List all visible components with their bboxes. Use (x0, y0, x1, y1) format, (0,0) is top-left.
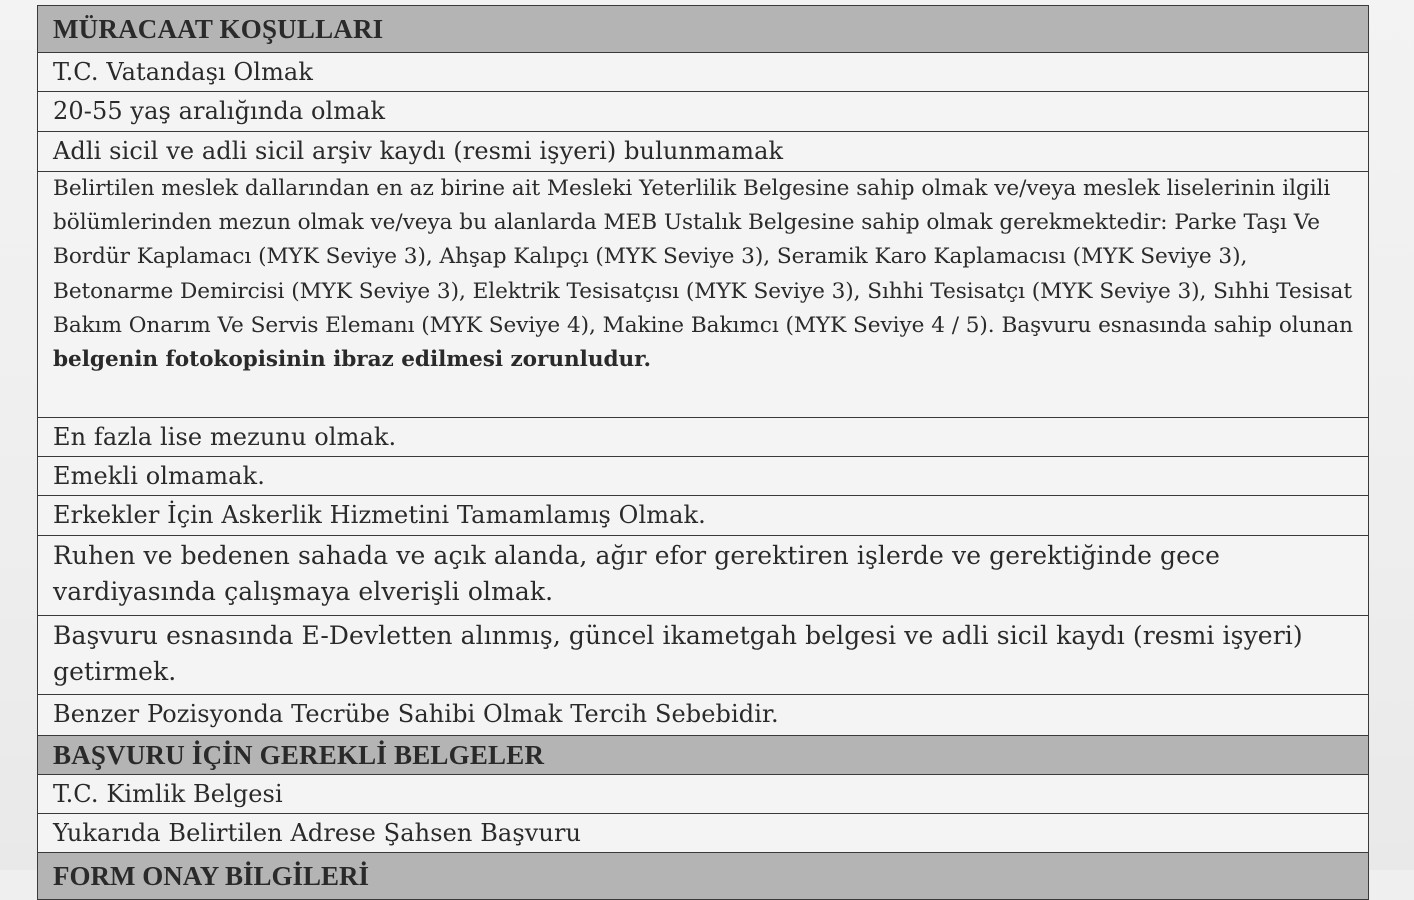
section-header-row (38, 736, 1369, 775)
condition-age-range: 20-55 yaş aralığında olmak (38, 92, 1369, 132)
table-row (38, 814, 1369, 853)
table-row (38, 616, 1369, 695)
condition-experience-preferred: Benzer Pozisyonda Tecrübe Sahibi Olmak Tercih Sebebidir. (38, 695, 1369, 736)
requirements-table (37, 5, 1369, 900)
condition-certificate-emphasis: belgenin fotokopisinin ibraz edilmesi zorunludur. (53, 347, 651, 373)
section-header-application-conditions: MÜRACAAT KOŞULLARI (38, 6, 1369, 53)
table-row (38, 775, 1369, 814)
condition-residence-document: Başvuru esnasında E-Devletten alınmış, güncel ikametgah belgesi ve adli sicil kaydı (resmi işyeri) getirmek. (38, 616, 1369, 695)
condition-criminal-record: Adli sicil ve adli sicil arşiv kaydı (resmi işyeri) bulunmamak (38, 132, 1369, 172)
section-header-required-documents: BAŞVURU İÇİN GEREKLİ BELGELER (38, 736, 1369, 775)
condition-physical-fitness: Ruhen ve bedenen sahada ve açık alanda, ağır efor gerektiren işlerde ve gerektiğinde gece vardiyasında çalışmaya elverişli olmak. (38, 536, 1369, 616)
section-header-row (38, 6, 1369, 53)
table-row (38, 92, 1369, 132)
condition-certificate-text: Belirtilen meslek dallarından en az birine ait Mesleki Yeterlilik Belgesine sahip olmak ve/veya meslek liselerinin ilgili bölümlerinden mezun olmak ve/veya bu alanlarda MEB Ustalık Belgesine sahip olmak gerekmektedir: Parke Taşı Ve Bordür Kaplamacı (MYK Seviye 3), Ahşap Kalıpçı (MYK Seviye 3), Seramik Karo Kaplamacısı (MYK Seviye 3), Betonarme Demircisi (MYK Seviye 3), Elektrik Tesisatçısı (MYK Seviye 3), Sıhhi Tesisatçı (MYK Seviye 3), Sıhhi Tesisat Bakım Onarım Ve Servis Elemanı (MYK Seviye 4), Makine Bakımcı (MYK Seviye 4 / 5). Başvuru esnasında sahip olunan (53, 176, 1354, 338)
table-row (38, 53, 1369, 92)
table-row (38, 457, 1369, 496)
condition-not-retired: Emekli olmamak. (38, 457, 1369, 496)
condition-military-service: Erkekler İçin Askerlik Hizmetini Tamamlamış Olmak. (38, 496, 1369, 536)
section-header-row (38, 853, 1369, 900)
table-row (38, 172, 1369, 418)
condition-citizenship: T.C. Vatandaşı Olmak (38, 53, 1369, 92)
document-apply-in-person: Yukarıda Belirtilen Adrese Şahsen Başvuru (38, 814, 1369, 853)
table-row (38, 132, 1369, 172)
document-id-card: T.C. Kimlik Belgesi (38, 775, 1369, 814)
condition-professional-certificate (38, 172, 1369, 418)
table-row (38, 536, 1369, 616)
condition-education: En fazla lise mezunu olmak. (38, 418, 1369, 457)
table-row (38, 418, 1369, 457)
table-row (38, 496, 1369, 536)
table-row (38, 695, 1369, 736)
section-header-form-approval: FORM ONAY BİLGİLERİ (38, 853, 1369, 900)
